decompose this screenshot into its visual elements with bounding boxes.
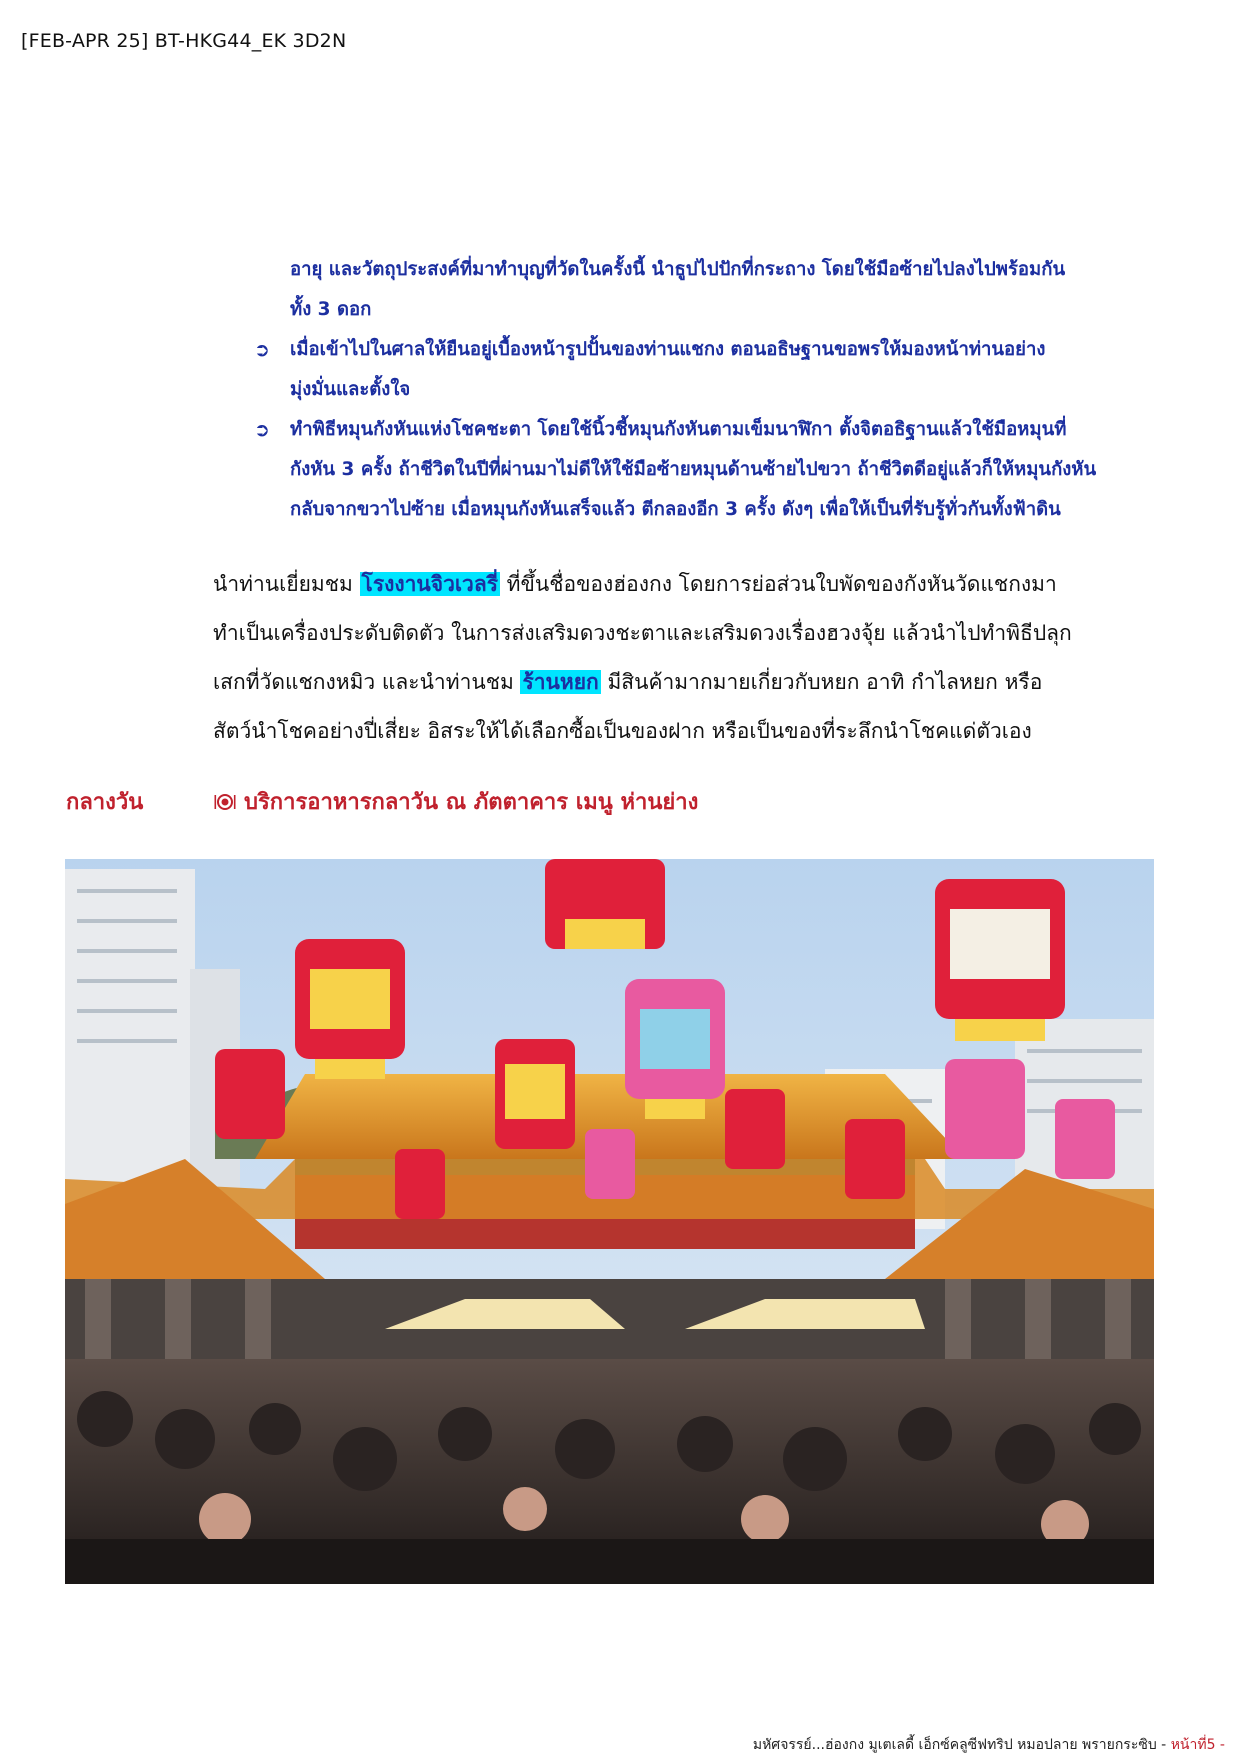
paragraph-line-2: ทำเป็นเครื่องประดับติดตัว ในการส่งเสริมดวงชะตาและเสริมดวงเรื่องฮวงจุ้ย แล้วนำไปทำพิธีปลุก [213,621,1072,645]
paragraph-line-3: เสกที่วัดแชกงหมิว และนำท่านชม ร้านหยก มีสินค้ามากมายเกี่ยวกับหยก อาทิ กำไลหยก หรือ [213,670,1043,694]
bullet-list [250,250,1180,530]
footer-text: มหัศจรรย์...ฮ่องกง มูเตเลดี้ เอ็กซ์คลูซีฟทริป หมอปลาย พรายกระซิบ - [752,1737,1171,1753]
document-code: [FEB-APR 25] BT-HKG44_EK 3D2N [21,30,347,52]
bullet-item-1-line-1: ➲ เมื่อเข้าไปในศาลให้ยืนอยู่เบื้องหน้ารูปปั้นของท่านแชกง ตอนอธิษฐานขอพรให้มองหน้าท่านอย่าง [250,330,1180,370]
bullet-item-2-line-3: กลับจากขวาไปซ้าย เมื่อหมุนกังหันเสร็จแล้ว ตีกลองอีก 3 ครั้ง ดังๆ เพื่อให้เป็นที่รับรู้ทั่วกันทั้งฟ้าดิน [290,499,1061,520]
temple-photo [65,859,1154,1584]
page-number: หน้าที่5 - [1170,1737,1225,1753]
arrow-bullet-icon: ➲ [254,419,270,441]
paragraph-line-1: นำท่านเยี่ยมชม โรงงานจิวเวลรี่ ที่ขึ้นชื่อของฮ่องกง โดยการย่อส่วนใบพัดของกังหันวัดแชกงมา [213,572,1057,596]
meal-description: บริการอาหารกลาวัน ณ ภัตตาคาร เมนู ห่านย่าง [244,790,699,815]
highlight-jade-shop: ร้านหยก [522,670,599,694]
bullet-continued-line-1: อายุ และวัตถุประสงค์ที่มาทำบุญที่วัดในครั้งนี้ นำธูปไปปักที่กระถาง โดยใช้มือซ้ายไปลงไปพร้อมกัน [290,259,1066,280]
arrow-bullet-icon: ➲ [254,339,270,361]
highlight-jewelry-factory: โรงงานจิวเวลรี่ [361,572,498,596]
meal-time-label: กลางวัน [66,790,144,815]
bullet-continued-line-2: ทั้ง 3 ดอก [290,299,372,320]
paragraph-line-4: สัตว์นำโชคอย่างปี่เสี่ยะ อิสระให้ได้เลือกซื้อเป็นของฝาก หรือเป็นของที่ระลึกนำโชคแด่ตัวเอง [213,719,1032,743]
itinerary-paragraph [213,560,1173,756]
bullet-item-2-line-1: ➲ ทำพิธีหมุนกังหันแห่งโชคชะตา โดยใช้นิ้วชี้หมุนกังหันตามเข็มนาฬิกา ตั้งจิตอธิฐานแล้วใช้มือหมุนที่ [250,410,1180,450]
dining-icon [214,792,236,810]
bullet-item-1-line-2: มุ่งมั่นและตั้งใจ [290,379,411,400]
bullet-item-2-line-2: กังหัน 3 ครั้ง ถ้าชีวิตในปีที่ผ่านมาไม่ดีให้ใช้มือซ้ายหมุนด้านซ้ายไปขวา ถ้าชีวิตดีอยู่แล้วก็ให้หมุนกังหัน [290,459,1097,480]
meal-info [214,784,698,819]
page-footer [753,1734,1225,1756]
